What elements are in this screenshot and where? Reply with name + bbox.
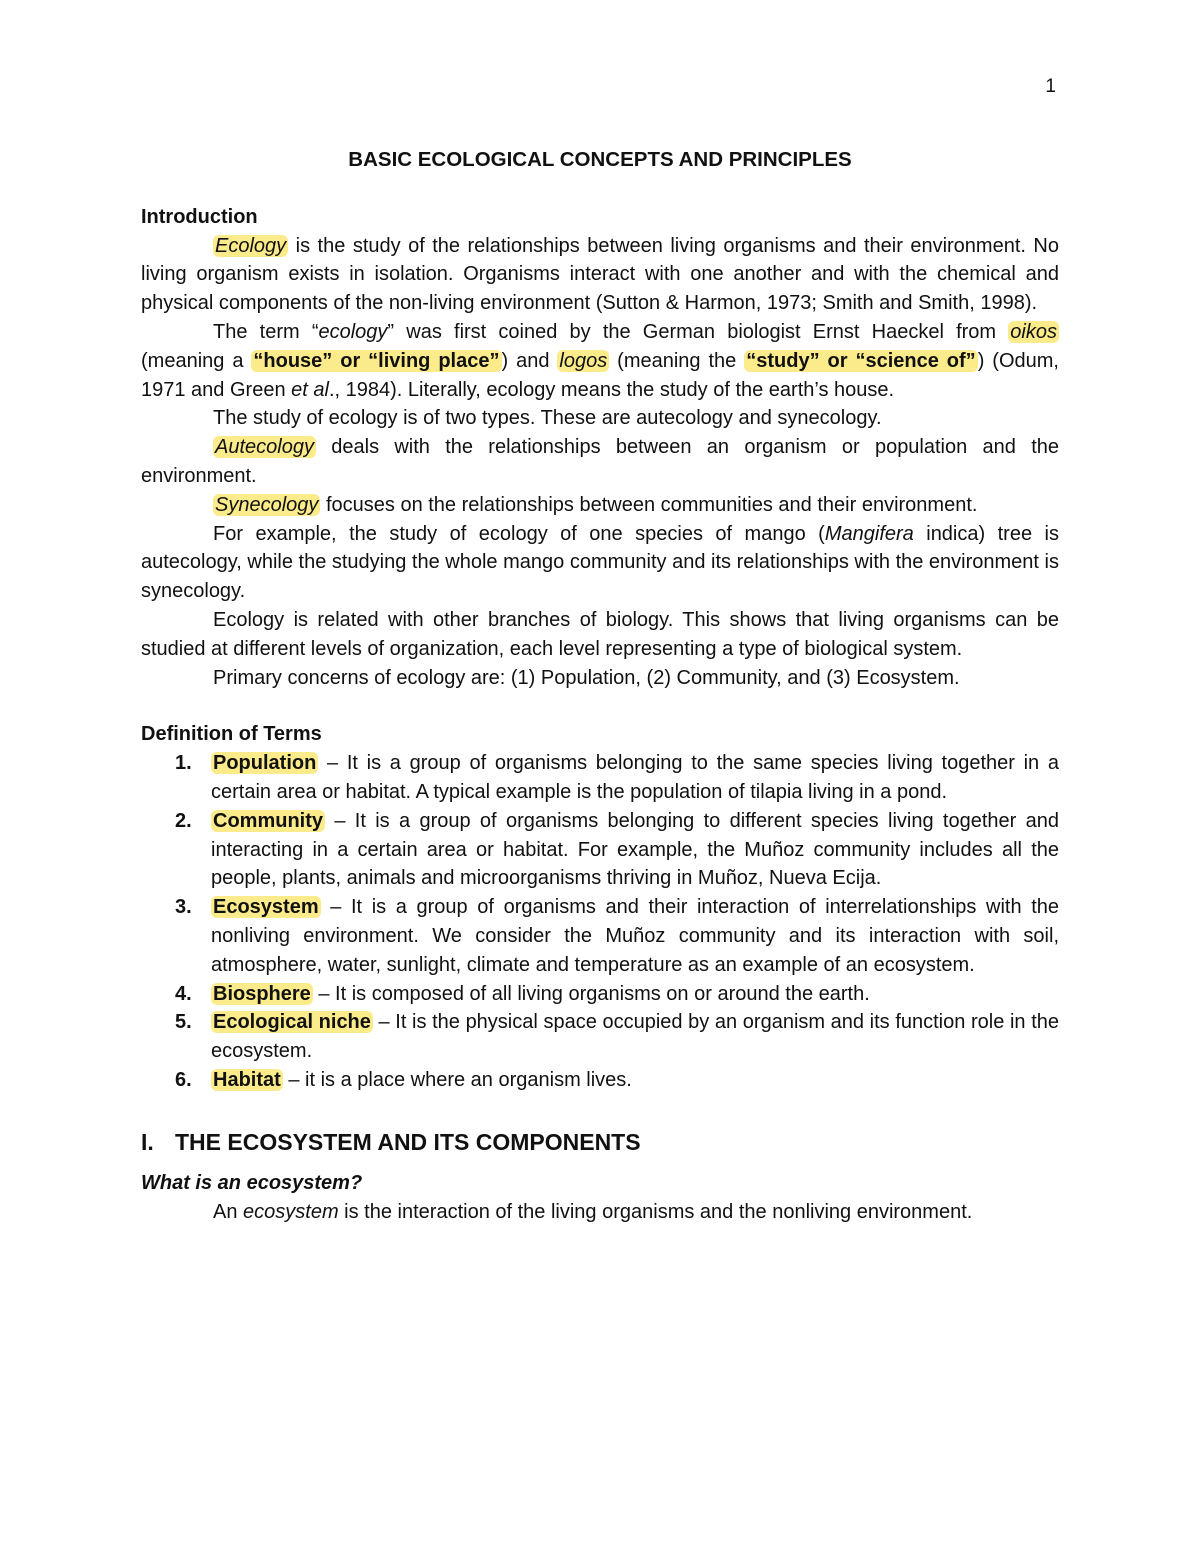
list-item-text: – It is a group of organisms belonging to different species living together and interacting in a certain area or habitat. For example, the Muñoz community includes all the people, plants, animals and microorganisms thriving in Muñoz, Nueva Ecija. [211, 809, 1059, 890]
intro-p2-text-m: ., 1984). Literally, ecology means the study of the earth’s house. [328, 378, 895, 401]
intro-paragraph-6 [141, 520, 1059, 606]
highlight-ecosystem: Ecosystem [213, 896, 319, 919]
intro-p4-text: deals with the relationships between an organism or population and the environment. [141, 436, 1059, 487]
definitions-list [141, 749, 1059, 1095]
intro-p6-text-a: For example, the study of ecology of one species of mango ( [213, 522, 825, 545]
intro-p6-text-c: indica) tree is autecology, while the studying the whole mango community and its relationships with the environment is synecology. [141, 522, 1059, 603]
section-number: I. [141, 1128, 154, 1155]
highlight-synecology: Synecology [215, 493, 319, 516]
ecosystem-definition [141, 1198, 1059, 1227]
list-item-text: – It is the physical space occupied by an organism and its function role in the ecosystem. [211, 1011, 1059, 1063]
highlight-house-living-place: “house” or “living place” [253, 349, 500, 372]
intro-p5-text: focuses on the relationships between communities and their environment. [320, 493, 978, 516]
list-item-number: 6. [175, 1068, 192, 1091]
intro-paragraph-7: Ecology is related with other branches of biology. This shows that living organisms can be studied at different levels of organization, each level representing a type of biological system. [141, 608, 1059, 660]
intro-p2-text-c: ” was first coined by the German biologist Ernst Haeckel from [387, 320, 1009, 343]
list-item [141, 1008, 1059, 1066]
definitions-heading: Definition of Terms [141, 723, 322, 746]
list-item [141, 749, 1059, 807]
list-item [141, 893, 1059, 979]
highlight-logos: logos [559, 349, 608, 372]
highlight-population: Population [213, 752, 317, 775]
intro-paragraph-3: The study of ecology is of two types. These are autecology and synecology. [213, 407, 882, 430]
list-item-number: 1. [175, 752, 192, 775]
subheading-question: What is an ecosystem? [141, 1171, 363, 1194]
intro-p2-ecology-italic: ecology [318, 320, 388, 343]
highlight-oikos: oikos [1010, 320, 1057, 343]
highlight-autecology: Autecology [215, 436, 314, 459]
intro-p2-text-e: (meaning a [141, 349, 252, 372]
answer-ecosystem-italic: ecosystem [243, 1200, 339, 1223]
section-heading [141, 1125, 1059, 1159]
section-title: THE ECOSYSTEM AND ITS COMPONENTS [175, 1128, 641, 1155]
intro-p2-text-k: ) (Odum, 1971 and Green [141, 349, 1059, 401]
highlight-biosphere: Biosphere [213, 982, 311, 1005]
highlight-ecological-niche: Ecological niche [213, 1011, 371, 1034]
list-item [141, 1066, 1059, 1095]
document-title: BASIC ECOLOGICAL CONCEPTS AND PRINCIPLES [348, 148, 852, 171]
intro-paragraph-1 [141, 232, 1059, 318]
list-item-number: 2. [175, 809, 192, 832]
page-number: 1 [1045, 76, 1056, 97]
list-item-number: 4. [175, 982, 192, 1005]
intro-p6-mangifera: Mangifera [824, 522, 914, 545]
intro-paragraph-5 [141, 491, 1059, 520]
highlight-habitat: Habitat [213, 1068, 281, 1091]
list-item-number: 5. [175, 1011, 192, 1034]
answer-text-c: is the interaction of the living organisms and the nonliving environment. [338, 1200, 973, 1223]
intro-p2-text-i: (meaning the [609, 349, 745, 372]
highlight-study-science-of: “study” or “science of” [746, 349, 976, 372]
answer-text-a: An [213, 1200, 244, 1223]
list-item-text: – it is a place where an organism lives. [282, 1068, 632, 1091]
intro-p2-text-a: The term “ [213, 320, 319, 343]
list-item-text: – It is a group of organisms belonging to the same species living together in a certain area or habitat. A typical example is the population of tilapia living in a pond. [211, 752, 1059, 803]
intro-p1-text: is the study of the relationships between living organisms and their environment. No living organism exists in isolation. Organisms interact with one another and with the chemical and physical components of the non-living environment (Sutton & Harmon, 1973; Smith and Smith, 1998). [141, 234, 1059, 315]
intro-p2-text-g: ) and [501, 349, 558, 372]
list-item-text: – It is composed of all living organisms on or around the earth. [312, 982, 870, 1005]
introduction-heading: Introduction [141, 205, 258, 228]
intro-paragraph-4 [141, 433, 1059, 491]
list-item [141, 807, 1059, 893]
intro-paragraph-8: Primary concerns of ecology are: (1) Population, (2) Community, and (3) Ecosystem. [213, 666, 960, 689]
intro-p2-et-al: et al [291, 378, 329, 401]
list-item-text: – It is a group of organisms and their interaction of interrelationships with the nonliving environment. We consider the Muñoz community and its interaction with soil, atmosphere, water, sunlight, climate and temperature as an example of an ecosystem. [211, 896, 1059, 976]
highlight-ecology: Ecology [215, 234, 287, 257]
document-body [141, 146, 1059, 1226]
list-item [141, 980, 1059, 1009]
intro-paragraph-2 [141, 318, 1059, 404]
list-item-number: 3. [175, 896, 192, 919]
highlight-community: Community [213, 809, 323, 832]
